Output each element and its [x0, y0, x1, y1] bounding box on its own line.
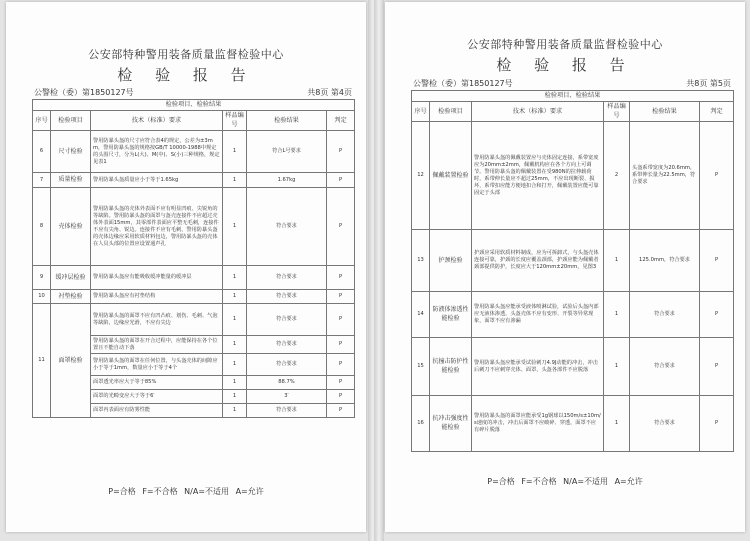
row-result: 符合要求: [247, 304, 327, 336]
row-item: 护颈检验: [430, 230, 472, 292]
page-info: 共8页 第5页: [686, 79, 731, 88]
report-page-5: [385, 2, 745, 532]
report-page-4: [6, 2, 366, 532]
row-samples: 1: [223, 173, 247, 188]
row-requirement: 警用防暴头盔的佩戴装置应与壳体固定连接，系带宽度应为20mm±2mm，佩戴机构应在各个方向上可调节。警用防暴头盔的佩戴装置在受980N的拉伸载荷时，系带伸长量应不超过25mm，不应出现断裂、损坏，系带扣应能方便地扣合和打开，佩戴装置应能可靠固定于头部: [472, 122, 604, 230]
row-requirement: 警用防暴头盔应能承受液体喷淋试验，试验后头盔内部应无液体渗透，头盔壳体不应有变形、开裂等异常现象，面罩不应有渗漏: [472, 292, 604, 338]
header-samples: 样品编号: [604, 102, 630, 122]
row-requirement: 面罩透光率应大于等于85%: [91, 376, 223, 390]
header-requirement: 技术（标准）要求: [472, 102, 604, 122]
header-requirement: 技术（标准）要求: [91, 111, 223, 131]
row-requirement: 警用防暴头盔的面罩在开合过程中，应能保持在各个位置且不能自动下落: [91, 336, 223, 354]
row-samples: 1: [223, 376, 247, 390]
row-requirement: 警用防暴头盔质量应小于等于1.65kg: [91, 173, 223, 188]
header-result: 检验结果: [247, 111, 327, 131]
row-verdict: P: [700, 338, 734, 396]
page-info: 共8页 第4页: [307, 88, 352, 97]
row-result: 符合要求: [247, 188, 327, 266]
row-item: 抗撞击防护性能检验: [430, 338, 472, 396]
row-verdict: P: [327, 376, 355, 390]
row-no: 11: [33, 304, 51, 418]
row-samples: 1: [604, 230, 630, 292]
row-no: 14: [412, 292, 430, 338]
header-no: 序号: [412, 102, 430, 122]
header-item: 检验项目: [430, 102, 472, 122]
row-no: 6: [33, 131, 51, 173]
row-verdict: P: [327, 390, 355, 404]
row-result: 125.0mm，符合要求: [630, 230, 700, 292]
row-requirement: 警用防暴头盔的面罩在任何位置，与头盔壳体的间隙应小于等于1mm，数量应小于等于4个: [91, 354, 223, 376]
row-requirement: 护颈应采用软质材料制成，应为可拆卸式，与头盔壳体连接可靠，护颈的长度应覆盖颈部，护颈应能为佩戴者颈部提供防护，长度应大于120mm±20mm，见图3: [472, 230, 604, 292]
row-result: 符合要求: [247, 266, 327, 290]
row-verdict: P: [327, 290, 355, 304]
row-verdict: P: [327, 404, 355, 418]
report-title: 检 验 报 告: [117, 66, 255, 84]
table-row: [412, 292, 734, 338]
header-verdict: 判定: [700, 102, 734, 122]
table-row: [33, 304, 355, 336]
row-result: 头盔系带宽度为20.6mm，系带伸长量为22.5mm，符合要求: [630, 122, 700, 230]
results-table: [411, 90, 734, 452]
row-result: 符合要求: [247, 354, 327, 376]
row-result: 符合要求: [247, 336, 327, 354]
row-samples: 1: [223, 404, 247, 418]
row-samples: 1: [223, 354, 247, 376]
table-row: [412, 122, 734, 230]
table-row: [412, 338, 734, 396]
legend: P=合格 F=不合格 N/A=不适用 A=允许: [487, 477, 643, 486]
row-requirement: 警用防暴头盔的面罩应能承受1g钢球以150m/s±10m/s速度的冲击，冲击后面罩不应破碎、穿透，面罩不应有碎片脱落: [472, 396, 604, 452]
row-samples: 1: [223, 188, 247, 266]
row-verdict: P: [700, 396, 734, 452]
table-row: [33, 188, 355, 266]
table-row: [33, 131, 355, 173]
header-result: 检验结果: [630, 102, 700, 122]
row-samples: 1: [604, 396, 630, 452]
row-verdict: P: [327, 336, 355, 354]
row-verdict: P: [700, 230, 734, 292]
results-table: [32, 99, 355, 418]
row-result: 88.7%: [247, 376, 327, 390]
table-row: [412, 396, 734, 452]
row-no: 13: [412, 230, 430, 292]
table-row: [412, 230, 734, 292]
table-row: [33, 266, 355, 290]
report-title: 检 验 报 告: [496, 56, 634, 74]
row-result: 符合要求: [630, 338, 700, 396]
legend: P=合格 F=不合格 N/A=不适用 A=允许: [108, 487, 264, 496]
row-item: 缓冲层检验: [51, 266, 91, 290]
row-verdict: P: [700, 292, 734, 338]
row-result: 符合要求: [247, 404, 327, 418]
row-requirement: 警用防暴头盔应能承受试验刺刀4.9J动能的冲击，冲击后刺刀不应刺穿壳体、面罩，头盔各部件不应脱落: [472, 338, 604, 396]
section-title: 检验项目、检验结果: [33, 100, 355, 111]
row-samples: 1: [223, 336, 247, 354]
header-verdict: 判定: [327, 111, 355, 131]
row-item: 面罩检验: [51, 304, 91, 418]
section-title: 检验项目、检验结果: [412, 91, 734, 102]
table-row: [33, 173, 355, 188]
row-item: 质量检验: [51, 173, 91, 188]
row-verdict: P: [327, 266, 355, 290]
row-item: 壳体检验: [51, 188, 91, 266]
book-spine-right: [374, 0, 384, 541]
row-samples: 1: [223, 304, 247, 336]
header-no: 序号: [33, 111, 51, 131]
row-no: 10: [33, 290, 51, 304]
org-name: 公安部特种警用装备质量监督检验中心: [88, 48, 284, 61]
row-result: 1.67kg: [247, 173, 327, 188]
row-result: 符合要求: [630, 292, 700, 338]
row-requirement: 警用防暴头盔应有衬垫结构: [91, 290, 223, 304]
row-verdict: P: [327, 304, 355, 336]
row-item: 防液体渗透性能检验: [430, 292, 472, 338]
row-requirement: 警用防暴头盔应有能吸收缓冲能量的缓冲层: [91, 266, 223, 290]
row-verdict: P: [327, 173, 355, 188]
row-samples: 1: [604, 292, 630, 338]
row-no: 15: [412, 338, 430, 396]
row-samples: 1: [604, 338, 630, 396]
table-row: [33, 290, 355, 304]
row-no: 12: [412, 122, 430, 230]
row-verdict: P: [327, 131, 355, 173]
row-result: 符合L号要求: [247, 131, 327, 173]
row-samples: 2: [604, 122, 630, 230]
row-no: 16: [412, 396, 430, 452]
row-samples: 1: [223, 131, 247, 173]
row-no: 7: [33, 173, 51, 188]
row-requirement: 警用防暴头盔的尺寸应符合表4的规定，公差为±3mm，警用防暴头盔的规格按GB/T 10000-1988中规定的头围尺寸，分为L(大)、M(中)、S(小)三种规格，规定见表1: [91, 131, 223, 173]
row-item: 尺寸检验: [51, 131, 91, 173]
row-requirement: 警用防暴头盔的面罩不应有凹凸痕、划伤、毛刺、气泡等缺陷，边缘应光滑，不应有尖边: [91, 304, 223, 336]
row-samples: 1: [223, 266, 247, 290]
row-verdict: P: [327, 188, 355, 266]
report-meta: [34, 87, 352, 98]
row-item: 衬垫检验: [51, 290, 91, 304]
report-meta: [413, 78, 731, 89]
row-no: 8: [33, 188, 51, 266]
row-result: 符合要求: [630, 396, 700, 452]
org-name: 公安部特种警用装备质量监督检验中心: [467, 38, 663, 51]
row-result: 符合要求: [247, 290, 327, 304]
row-no: 9: [33, 266, 51, 290]
row-verdict: P: [327, 354, 355, 376]
row-item: 佩戴装置检验: [430, 122, 472, 230]
row-requirement: 面罩内表面应有防雾性能: [91, 404, 223, 418]
row-requirement: 面罩的光畸变应大于等于6′: [91, 390, 223, 404]
row-samples: 1: [223, 290, 247, 304]
row-item: 抗冲击强度性能检验: [430, 396, 472, 452]
row-result: 3′: [247, 390, 327, 404]
report-number: 公警检（委）第1850127号: [413, 79, 513, 88]
row-samples: 1: [223, 390, 247, 404]
row-verdict: P: [700, 122, 734, 230]
header-item: 检验项目: [51, 111, 91, 131]
row-requirement: 警用防暴头盔的壳体外表面不应有明显凹痕、尖锐角的等缺陷。警用防暴头盔的面罩与盔壳连接件不应超过壳体外表面15mm，其零部件表面应平整无毛刺，连接件不应有尖角、锐边。连接件不应有毛刺，警用防暴头盔的壳体边缘应采用软质材料包边，警用防暴头盔的壳体在人员头部的位置应设置通声孔: [91, 188, 223, 266]
header-samples: 样品编号: [223, 111, 247, 131]
report-number: 公警检（委）第1850127号: [34, 88, 134, 97]
